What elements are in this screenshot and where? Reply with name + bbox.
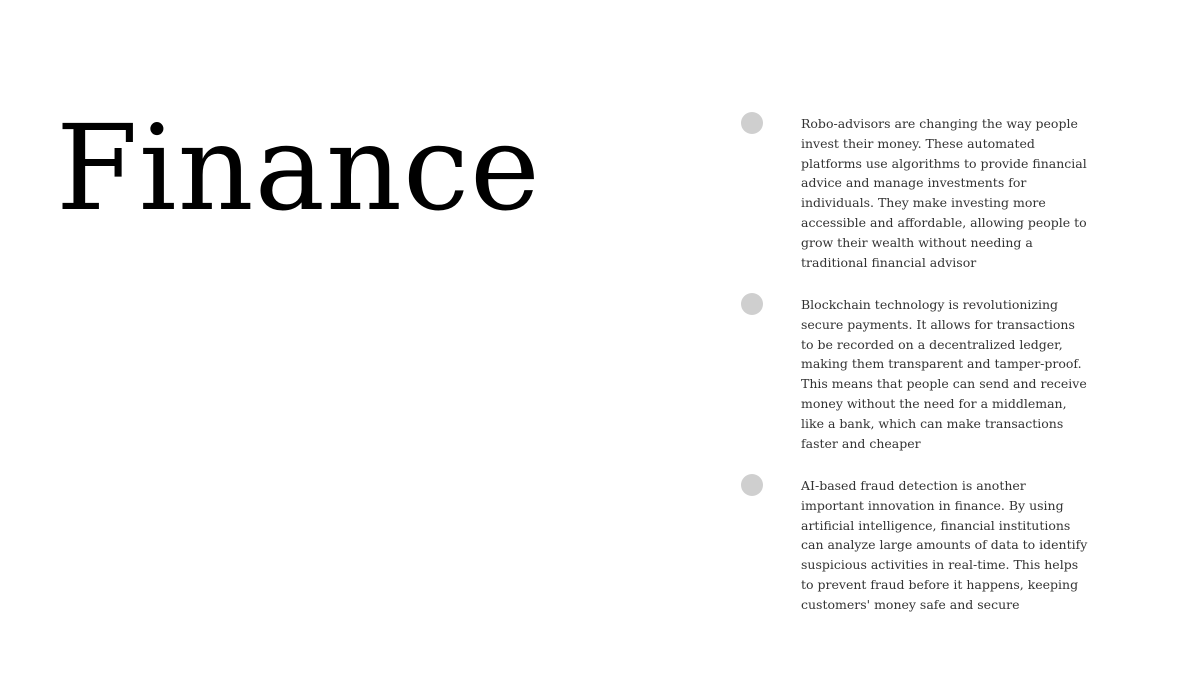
bullet-text: AI-based fraud detection is another important innovation in finance. By using artificial intelligence, financial institutions can analyze large amounts of data to identify suspicious activities in real-time. This helps to prevent fraud before it happens, keeping customers' money safe and secure [801,478,1088,612]
circle-bullet-icon [741,474,763,496]
bullet-text: Robo-advisors are changing the way people invest their money. These automated platforms use algorithms to provide financial advice and manage investments for individuals. They make investing more accessible and affordable, allowing people to grow their wealth without needing a traditional financial advisor [801,116,1087,270]
bullet-text: Blockchain technology is revolutionizing secure payments. It allows for transactions to be recorded on a decentralized ledger, making them transparent and tamper-proof. This means that people can send and receive money without the need for a middleman, like a bank, which can make transactions faster and cheaper [801,297,1087,451]
slide-title: Finance [56,99,541,237]
circle-bullet-icon [741,293,763,315]
circle-bullet-icon [741,112,763,134]
